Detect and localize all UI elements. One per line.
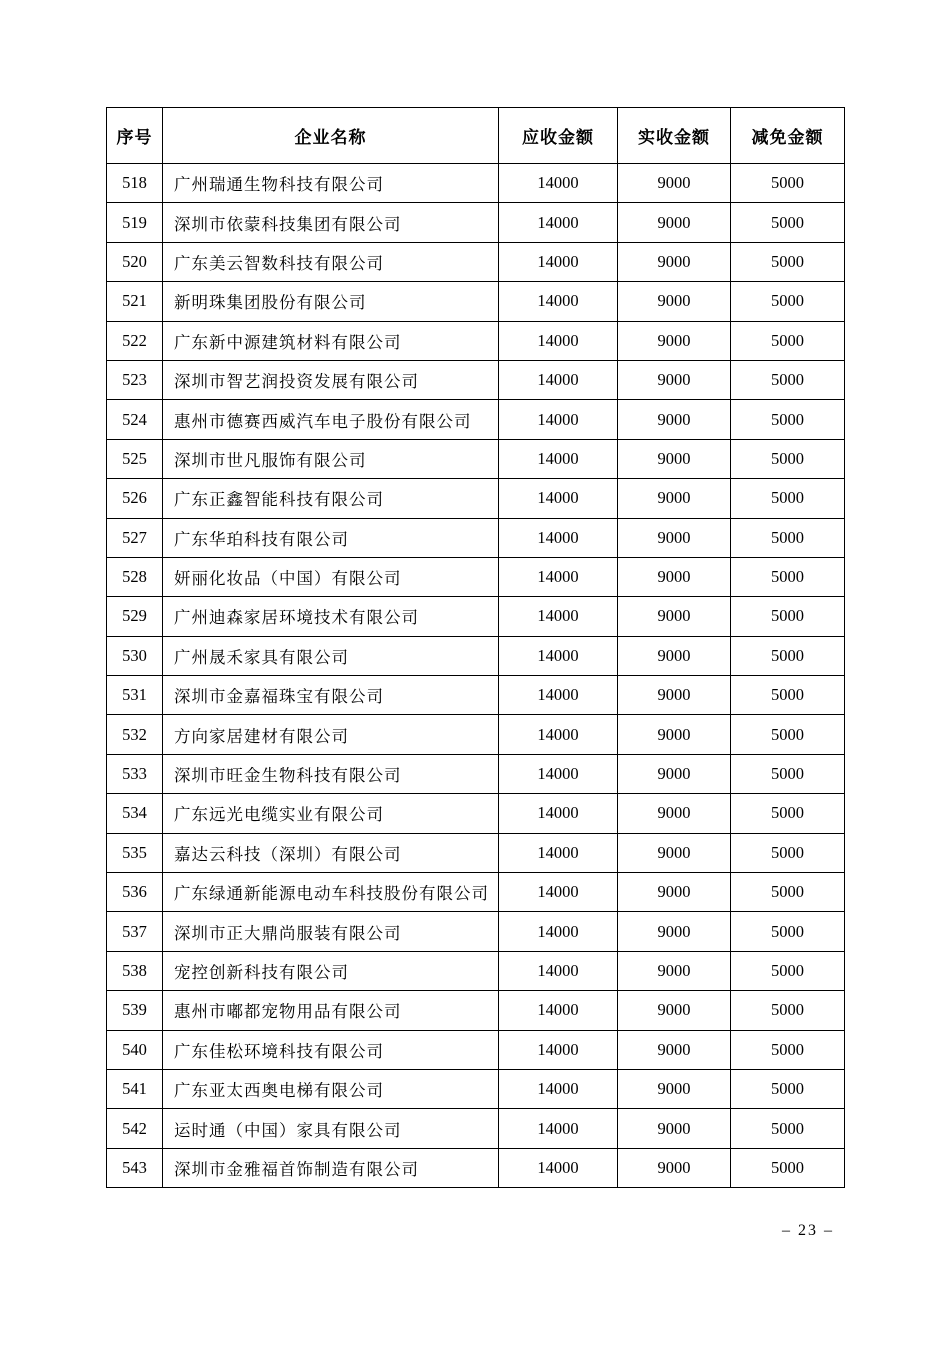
table-row — [107, 400, 845, 439]
cell-company: 广东远光电缆实业有限公司 — [163, 794, 499, 833]
table-row — [107, 242, 845, 281]
cell-company: 深圳市世凡服饰有限公司 — [163, 439, 499, 478]
cell-receivable: 14000 — [499, 164, 618, 203]
cell-company: 深圳市正大鼎尚服装有限公司 — [163, 912, 499, 951]
cell-company: 惠州市嘟都宠物用品有限公司 — [163, 991, 499, 1030]
cell-reduction: 5000 — [731, 873, 845, 912]
col-header-company: 企业名称 — [163, 108, 499, 164]
cell-company: 深圳市金雅福首饰制造有限公司 — [163, 1148, 499, 1187]
cell-index: 527 — [107, 518, 163, 557]
cell-company: 广东绿通新能源电动车科技股份有限公司 — [163, 873, 499, 912]
cell-reduction: 5000 — [731, 951, 845, 990]
cell-reduction: 5000 — [731, 597, 845, 636]
table-row — [107, 597, 845, 636]
cell-received: 9000 — [618, 479, 731, 518]
cell-received: 9000 — [618, 636, 731, 675]
cell-receivable: 14000 — [499, 479, 618, 518]
cell-company: 广东新中源建筑材料有限公司 — [163, 321, 499, 360]
cell-received: 9000 — [618, 518, 731, 557]
cell-company: 广东正鑫智能科技有限公司 — [163, 479, 499, 518]
cell-receivable: 14000 — [499, 912, 618, 951]
cell-company: 新明珠集团股份有限公司 — [163, 282, 499, 321]
table-row — [107, 282, 845, 321]
cell-reduction: 5000 — [731, 557, 845, 596]
cell-index: 519 — [107, 203, 163, 242]
cell-receivable: 14000 — [499, 833, 618, 872]
table-header — [107, 108, 845, 164]
table-row — [107, 1148, 845, 1187]
cell-received: 9000 — [618, 873, 731, 912]
cell-reduction: 5000 — [731, 1148, 845, 1187]
table-row — [107, 833, 845, 872]
cell-reduction: 5000 — [731, 360, 845, 399]
cell-receivable: 14000 — [499, 715, 618, 754]
cell-received: 9000 — [618, 912, 731, 951]
cell-reduction: 5000 — [731, 636, 845, 675]
cell-reduction: 5000 — [731, 1109, 845, 1148]
cell-index: 520 — [107, 242, 163, 281]
table-row — [107, 951, 845, 990]
cell-received: 9000 — [618, 242, 731, 281]
cell-reduction: 5000 — [731, 794, 845, 833]
cell-received: 9000 — [618, 321, 731, 360]
cell-index: 524 — [107, 400, 163, 439]
cell-received: 9000 — [618, 991, 731, 1030]
cell-receivable: 14000 — [499, 754, 618, 793]
cell-receivable: 14000 — [499, 439, 618, 478]
cell-company: 广州晟禾家具有限公司 — [163, 636, 499, 675]
cell-index: 543 — [107, 1148, 163, 1187]
cell-receivable: 14000 — [499, 991, 618, 1030]
cell-company: 方向家居建材有限公司 — [163, 715, 499, 754]
cell-reduction: 5000 — [731, 991, 845, 1030]
cell-company: 深圳市智艺润投资发展有限公司 — [163, 360, 499, 399]
table-row — [107, 479, 845, 518]
table-row — [107, 557, 845, 596]
col-header-index: 序号 — [107, 108, 163, 164]
cell-company: 妍丽化妆品（中国）有限公司 — [163, 557, 499, 596]
cell-received: 9000 — [618, 1148, 731, 1187]
cell-reduction: 5000 — [731, 833, 845, 872]
cell-received: 9000 — [618, 1069, 731, 1108]
cell-company: 惠州市德赛西威汽车电子股份有限公司 — [163, 400, 499, 439]
cell-index: 532 — [107, 715, 163, 754]
table-row — [107, 754, 845, 793]
cell-reduction: 5000 — [731, 676, 845, 715]
cell-company: 深圳市依蒙科技集团有限公司 — [163, 203, 499, 242]
cell-reduction: 5000 — [731, 439, 845, 478]
cell-received: 9000 — [618, 794, 731, 833]
cell-received: 9000 — [618, 597, 731, 636]
cell-receivable: 14000 — [499, 794, 618, 833]
cell-index: 541 — [107, 1069, 163, 1108]
cell-receivable: 14000 — [499, 518, 618, 557]
cell-receivable: 14000 — [499, 1069, 618, 1108]
table-row — [107, 321, 845, 360]
cell-received: 9000 — [618, 951, 731, 990]
table-row — [107, 991, 845, 1030]
cell-reduction: 5000 — [731, 715, 845, 754]
table-row — [107, 1069, 845, 1108]
cell-index: 531 — [107, 676, 163, 715]
cell-received: 9000 — [618, 1109, 731, 1148]
cell-index: 525 — [107, 439, 163, 478]
cell-reduction: 5000 — [731, 479, 845, 518]
cell-received: 9000 — [618, 282, 731, 321]
cell-index: 534 — [107, 794, 163, 833]
cell-index: 523 — [107, 360, 163, 399]
cell-index: 526 — [107, 479, 163, 518]
cell-received: 9000 — [618, 676, 731, 715]
cell-index: 540 — [107, 1030, 163, 1069]
cell-reduction: 5000 — [731, 1069, 845, 1108]
table-row — [107, 164, 845, 203]
cell-reduction: 5000 — [731, 164, 845, 203]
cell-receivable: 14000 — [499, 873, 618, 912]
cell-receivable: 14000 — [499, 1030, 618, 1069]
col-header-received: 实收金额 — [618, 108, 731, 164]
table-row — [107, 873, 845, 912]
cell-received: 9000 — [618, 164, 731, 203]
col-header-reduction: 减免金额 — [731, 108, 845, 164]
cell-index: 522 — [107, 321, 163, 360]
cell-receivable: 14000 — [499, 282, 618, 321]
cell-receivable: 14000 — [499, 1148, 618, 1187]
table-row — [107, 518, 845, 557]
table-row — [107, 360, 845, 399]
cell-reduction: 5000 — [731, 1030, 845, 1069]
cell-company: 广东华珀科技有限公司 — [163, 518, 499, 557]
cell-index: 521 — [107, 282, 163, 321]
table-row — [107, 912, 845, 951]
cell-received: 9000 — [618, 557, 731, 596]
cell-index: 518 — [107, 164, 163, 203]
cell-reduction: 5000 — [731, 754, 845, 793]
cell-company: 深圳市旺金生物科技有限公司 — [163, 754, 499, 793]
cell-reduction: 5000 — [731, 912, 845, 951]
cell-index: 535 — [107, 833, 163, 872]
cell-reduction: 5000 — [731, 203, 845, 242]
cell-reduction: 5000 — [731, 282, 845, 321]
cell-index: 533 — [107, 754, 163, 793]
cell-index: 530 — [107, 636, 163, 675]
cell-receivable: 14000 — [499, 557, 618, 596]
page-number: – 23 – — [782, 1222, 834, 1239]
cell-company: 广东亚太西奥电梯有限公司 — [163, 1069, 499, 1108]
table-row — [107, 203, 845, 242]
cell-receivable: 14000 — [499, 360, 618, 399]
cell-company: 嘉达云科技（深圳）有限公司 — [163, 833, 499, 872]
cell-receivable: 14000 — [499, 636, 618, 675]
table-row — [107, 439, 845, 478]
cell-company: 运时通（中国）家具有限公司 — [163, 1109, 499, 1148]
cell-received: 9000 — [618, 439, 731, 478]
fee-table — [106, 107, 845, 1188]
table-row — [107, 636, 845, 675]
cell-reduction: 5000 — [731, 242, 845, 281]
cell-index: 537 — [107, 912, 163, 951]
cell-index: 539 — [107, 991, 163, 1030]
cell-received: 9000 — [618, 1030, 731, 1069]
table-row — [107, 715, 845, 754]
cell-index: 536 — [107, 873, 163, 912]
cell-receivable: 14000 — [499, 203, 618, 242]
table-row — [107, 1030, 845, 1069]
cell-receivable: 14000 — [499, 951, 618, 990]
cell-company: 广东佳松环境科技有限公司 — [163, 1030, 499, 1069]
cell-received: 9000 — [618, 754, 731, 793]
cell-company: 广州瑞通生物科技有限公司 — [163, 164, 499, 203]
cell-received: 9000 — [618, 203, 731, 242]
cell-receivable: 14000 — [499, 676, 618, 715]
cell-index: 529 — [107, 597, 163, 636]
col-header-receivable: 应收金额 — [499, 108, 618, 164]
cell-received: 9000 — [618, 400, 731, 439]
table-row — [107, 1109, 845, 1148]
cell-reduction: 5000 — [731, 518, 845, 557]
cell-receivable: 14000 — [499, 321, 618, 360]
cell-receivable: 14000 — [499, 400, 618, 439]
table-row — [107, 794, 845, 833]
cell-index: 538 — [107, 951, 163, 990]
cell-received: 9000 — [618, 715, 731, 754]
cell-receivable: 14000 — [499, 242, 618, 281]
cell-reduction: 5000 — [731, 400, 845, 439]
header-row — [107, 108, 845, 164]
cell-company: 广州迪森家居环境技术有限公司 — [163, 597, 499, 636]
cell-index: 542 — [107, 1109, 163, 1148]
cell-reduction: 5000 — [731, 321, 845, 360]
cell-company: 宠控创新科技有限公司 — [163, 951, 499, 990]
cell-company: 广东美云智数科技有限公司 — [163, 242, 499, 281]
table-body — [107, 164, 845, 1188]
cell-received: 9000 — [618, 833, 731, 872]
cell-receivable: 14000 — [499, 597, 618, 636]
table-row — [107, 676, 845, 715]
cell-received: 9000 — [618, 360, 731, 399]
cell-index: 528 — [107, 557, 163, 596]
cell-company: 深圳市金嘉福珠宝有限公司 — [163, 676, 499, 715]
cell-receivable: 14000 — [499, 1109, 618, 1148]
